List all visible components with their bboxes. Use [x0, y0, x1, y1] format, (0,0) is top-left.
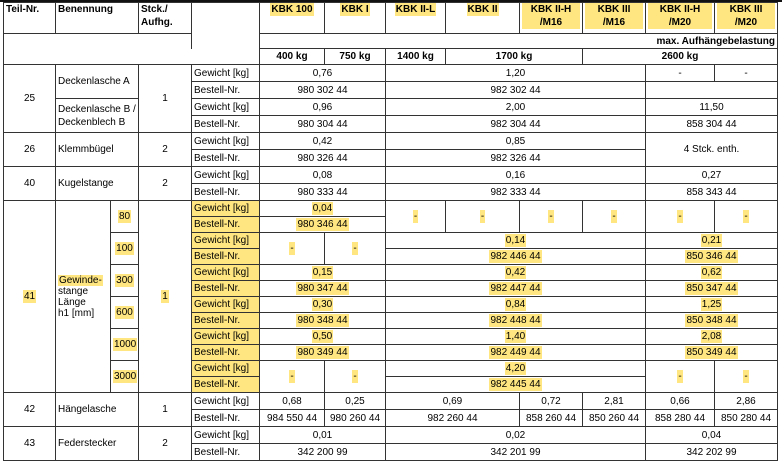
part-nr: 42: [4, 393, 56, 427]
part-qty: 1: [139, 65, 192, 133]
table-row: [4, 297, 778, 313]
order-cell: [646, 82, 778, 99]
load-1400: 1400 kg: [386, 49, 446, 65]
weight-cell: 0,04: [260, 201, 386, 217]
order-cell: 980 326 44: [260, 150, 386, 167]
variant-kbk100: KBK 100: [260, 3, 325, 34]
spacer-header: [192, 3, 260, 49]
dash-cell: -: [325, 233, 386, 265]
weight-cell: 0,85: [386, 133, 646, 150]
gewicht-label: Gewicht [kg]: [192, 99, 260, 116]
table-row: [4, 361, 778, 377]
weight-cell: 2,86: [715, 393, 778, 410]
weight-cell: 0,15: [260, 265, 386, 281]
length-300: 300: [111, 265, 139, 297]
part-name: Deckenlasche A: [56, 65, 139, 99]
bestell-label: Bestell-Nr.: [192, 377, 260, 393]
order-cell: 982 326 44: [386, 150, 646, 167]
order-cell: 858 260 44: [520, 410, 583, 427]
gewicht-label: Gewicht [kg]: [192, 329, 260, 345]
weight-cell: 2,00: [386, 99, 646, 116]
dash-cell: -: [715, 201, 778, 233]
part-nr: 26: [4, 133, 56, 167]
table-row: [4, 167, 778, 184]
bestell-label: Bestell-Nr.: [192, 82, 260, 99]
order-cell: 850 346 44: [646, 249, 778, 265]
weight-cell: 0,68: [260, 393, 325, 410]
part-nr: 43: [4, 427, 56, 461]
variant-kbkiil: KBK II-L: [386, 3, 446, 34]
order-cell: 982 446 44: [386, 249, 646, 265]
table-row: [4, 393, 778, 410]
weight-cell: 11,50: [646, 99, 778, 116]
weight-cell: 1,40: [386, 329, 646, 345]
part-name: Deckenlasche B / Deckenblech B: [56, 99, 139, 133]
length-3000: 3000: [111, 361, 139, 393]
weight-cell: -: [646, 65, 715, 82]
length-600: 600: [111, 297, 139, 329]
order-cell: 980 333 44: [260, 184, 386, 201]
part-qty: 2: [139, 167, 192, 201]
note-cell: 4 Stck. enth.: [646, 133, 778, 167]
table-row: [4, 133, 778, 150]
weight-cell: 0,30: [260, 297, 386, 313]
dash-cell: -: [583, 201, 646, 233]
weight-cell: 4,20: [386, 361, 646, 377]
dash-cell: -: [260, 361, 325, 393]
weight-cell: 1,20: [386, 65, 646, 82]
order-cell: 342 200 99: [260, 444, 386, 461]
gewicht-label: Gewicht [kg]: [192, 233, 260, 249]
weight-cell: 2,81: [583, 393, 646, 410]
dash-cell: -: [646, 361, 715, 393]
order-cell: 850 280 44: [715, 410, 778, 427]
weight-cell: 0,72: [520, 393, 583, 410]
table-row: [4, 99, 778, 116]
weight-cell: 0,84: [386, 297, 646, 313]
length-100: 100: [111, 233, 139, 265]
bestell-label: Bestell-Nr.: [192, 281, 260, 297]
stck-header: Stck./ Aufhg.: [139, 3, 192, 34]
gewicht-label: Gewicht [kg]: [192, 167, 260, 184]
variant-kbkiii-m16: KBK III /M16: [583, 3, 646, 34]
order-cell: 980 348 44: [260, 313, 386, 329]
order-cell: 342 201 99: [386, 444, 646, 461]
dash-cell: -: [325, 361, 386, 393]
order-cell: 980 304 44: [260, 116, 386, 133]
gewicht-label: Gewicht [kg]: [192, 201, 260, 217]
parts-table: [3, 2, 778, 461]
order-cell: 982 445 44: [386, 377, 646, 393]
bestell-label: Bestell-Nr.: [192, 217, 260, 233]
order-cell: 980 346 44: [260, 217, 386, 233]
part-name: Hängelasche: [56, 393, 139, 427]
gewicht-label: Gewicht [kg]: [192, 393, 260, 410]
bestell-label: Bestell-Nr.: [192, 116, 260, 133]
weight-cell: 0,01: [260, 427, 386, 444]
bestell-label: Bestell-Nr.: [192, 150, 260, 167]
dash-cell: -: [386, 201, 446, 233]
teil-nr-header: Teil-Nr.: [4, 3, 56, 34]
weight-cell: 0,66: [646, 393, 715, 410]
dash-cell: -: [446, 201, 520, 233]
gewicht-label: Gewicht [kg]: [192, 65, 260, 82]
dash-cell: -: [646, 201, 715, 233]
part-qty: 1: [139, 201, 192, 393]
part-qty: 2: [139, 133, 192, 167]
header-blank: [4, 34, 192, 49]
header-blank-2: [4, 49, 260, 65]
weight-cell: -: [715, 65, 778, 82]
table-row: [4, 233, 778, 249]
order-cell: 982 448 44: [386, 313, 646, 329]
order-cell: 982 447 44: [386, 281, 646, 297]
gewicht-label: Gewicht [kg]: [192, 133, 260, 150]
table-row: [4, 265, 778, 281]
part-nr: 41: [4, 201, 56, 393]
variant-kbki: KBK I: [325, 3, 386, 34]
weight-cell: 0,27: [646, 167, 778, 184]
bestell-label: Bestell-Nr.: [192, 410, 260, 427]
part-qty: 1: [139, 393, 192, 427]
order-cell: 850 348 44: [646, 313, 778, 329]
table-row: [4, 427, 778, 444]
part-name: Gewinde- stange Länge h1 [mm]: [56, 201, 111, 393]
weight-cell: 0,42: [386, 265, 646, 281]
weight-cell: 0,08: [260, 167, 386, 184]
table-row: [4, 329, 778, 345]
bestell-label: Bestell-Nr.: [192, 313, 260, 329]
part-name: Federstecker: [56, 427, 139, 461]
dash-cell: -: [520, 201, 583, 233]
benennung-header: Benennung: [56, 3, 139, 34]
part-name: Kugelstange: [56, 167, 139, 201]
order-cell: 858 304 44: [646, 116, 778, 133]
variant-kbkiih-m16: KBK II-H /M16: [520, 3, 583, 34]
variant-kbkii: KBK II: [446, 3, 520, 34]
order-cell: 980 260 44: [325, 410, 386, 427]
table-row: [4, 65, 778, 82]
weight-cell: 0,50: [260, 329, 386, 345]
order-cell: 980 347 44: [260, 281, 386, 297]
load-2600: 2600 kg: [583, 49, 778, 65]
weight-cell: 0,16: [386, 167, 646, 184]
length-80: 80: [111, 201, 139, 233]
weight-cell: 0,42: [260, 133, 386, 150]
load-400: 400 kg: [260, 49, 325, 65]
part-nr: 25: [4, 65, 56, 133]
weight-cell: 0,21: [646, 233, 778, 249]
order-cell: 850 260 44: [583, 410, 646, 427]
order-cell: 980 349 44: [260, 345, 386, 361]
gewicht-label: Gewicht [kg]: [192, 297, 260, 313]
bestell-label: Bestell-Nr.: [192, 345, 260, 361]
part-qty: 2: [139, 427, 192, 461]
order-cell: 982 304 44: [386, 116, 646, 133]
gewicht-label: Gewicht [kg]: [192, 427, 260, 444]
weight-cell: 0,96: [260, 99, 386, 116]
gewicht-label: Gewicht [kg]: [192, 265, 260, 281]
weight-cell: 1,25: [646, 297, 778, 313]
weight-cell: 0,25: [325, 393, 386, 410]
weight-cell: 0,69: [386, 393, 520, 410]
weight-cell: 0,04: [646, 427, 778, 444]
load-1700: 1700 kg: [446, 49, 583, 65]
bestell-label: Bestell-Nr.: [192, 249, 260, 265]
table-row: [4, 201, 778, 217]
weight-cell: 0,62: [646, 265, 778, 281]
weight-cell: 0,02: [386, 427, 646, 444]
weight-cell: 0,14: [386, 233, 646, 249]
weight-cell: 2,08: [646, 329, 778, 345]
weight-cell: 0,76: [260, 65, 386, 82]
order-cell: 982 260 44: [386, 410, 520, 427]
dash-cell: -: [260, 233, 325, 265]
part-nr: 40: [4, 167, 56, 201]
dash-cell: -: [715, 361, 778, 393]
length-1000: 1000: [111, 329, 139, 361]
order-cell: 980 302 44: [260, 82, 386, 99]
order-cell: 984 550 44: [260, 410, 325, 427]
order-cell: 850 347 44: [646, 281, 778, 297]
variant-kbkiih-m20: KBK II-H /M20: [646, 3, 715, 34]
order-cell: 858 343 44: [646, 184, 778, 201]
order-cell: 342 202 99: [646, 444, 778, 461]
order-cell: 858 280 44: [646, 410, 715, 427]
order-cell: 850 349 44: [646, 345, 778, 361]
order-cell: 982 302 44: [386, 82, 646, 99]
part-name: Klemmbügel: [56, 133, 139, 167]
order-cell: 982 333 44: [386, 184, 646, 201]
gewicht-label: Gewicht [kg]: [192, 361, 260, 377]
bestell-label: Bestell-Nr.: [192, 184, 260, 201]
order-cell: 982 449 44: [386, 345, 646, 361]
max-load-label: max. Aufhängebelastung: [260, 34, 778, 49]
bestell-label: Bestell-Nr.: [192, 444, 260, 461]
variant-kbkiii-m20: KBK III /M20: [715, 3, 778, 34]
load-750: 750 kg: [325, 49, 386, 65]
